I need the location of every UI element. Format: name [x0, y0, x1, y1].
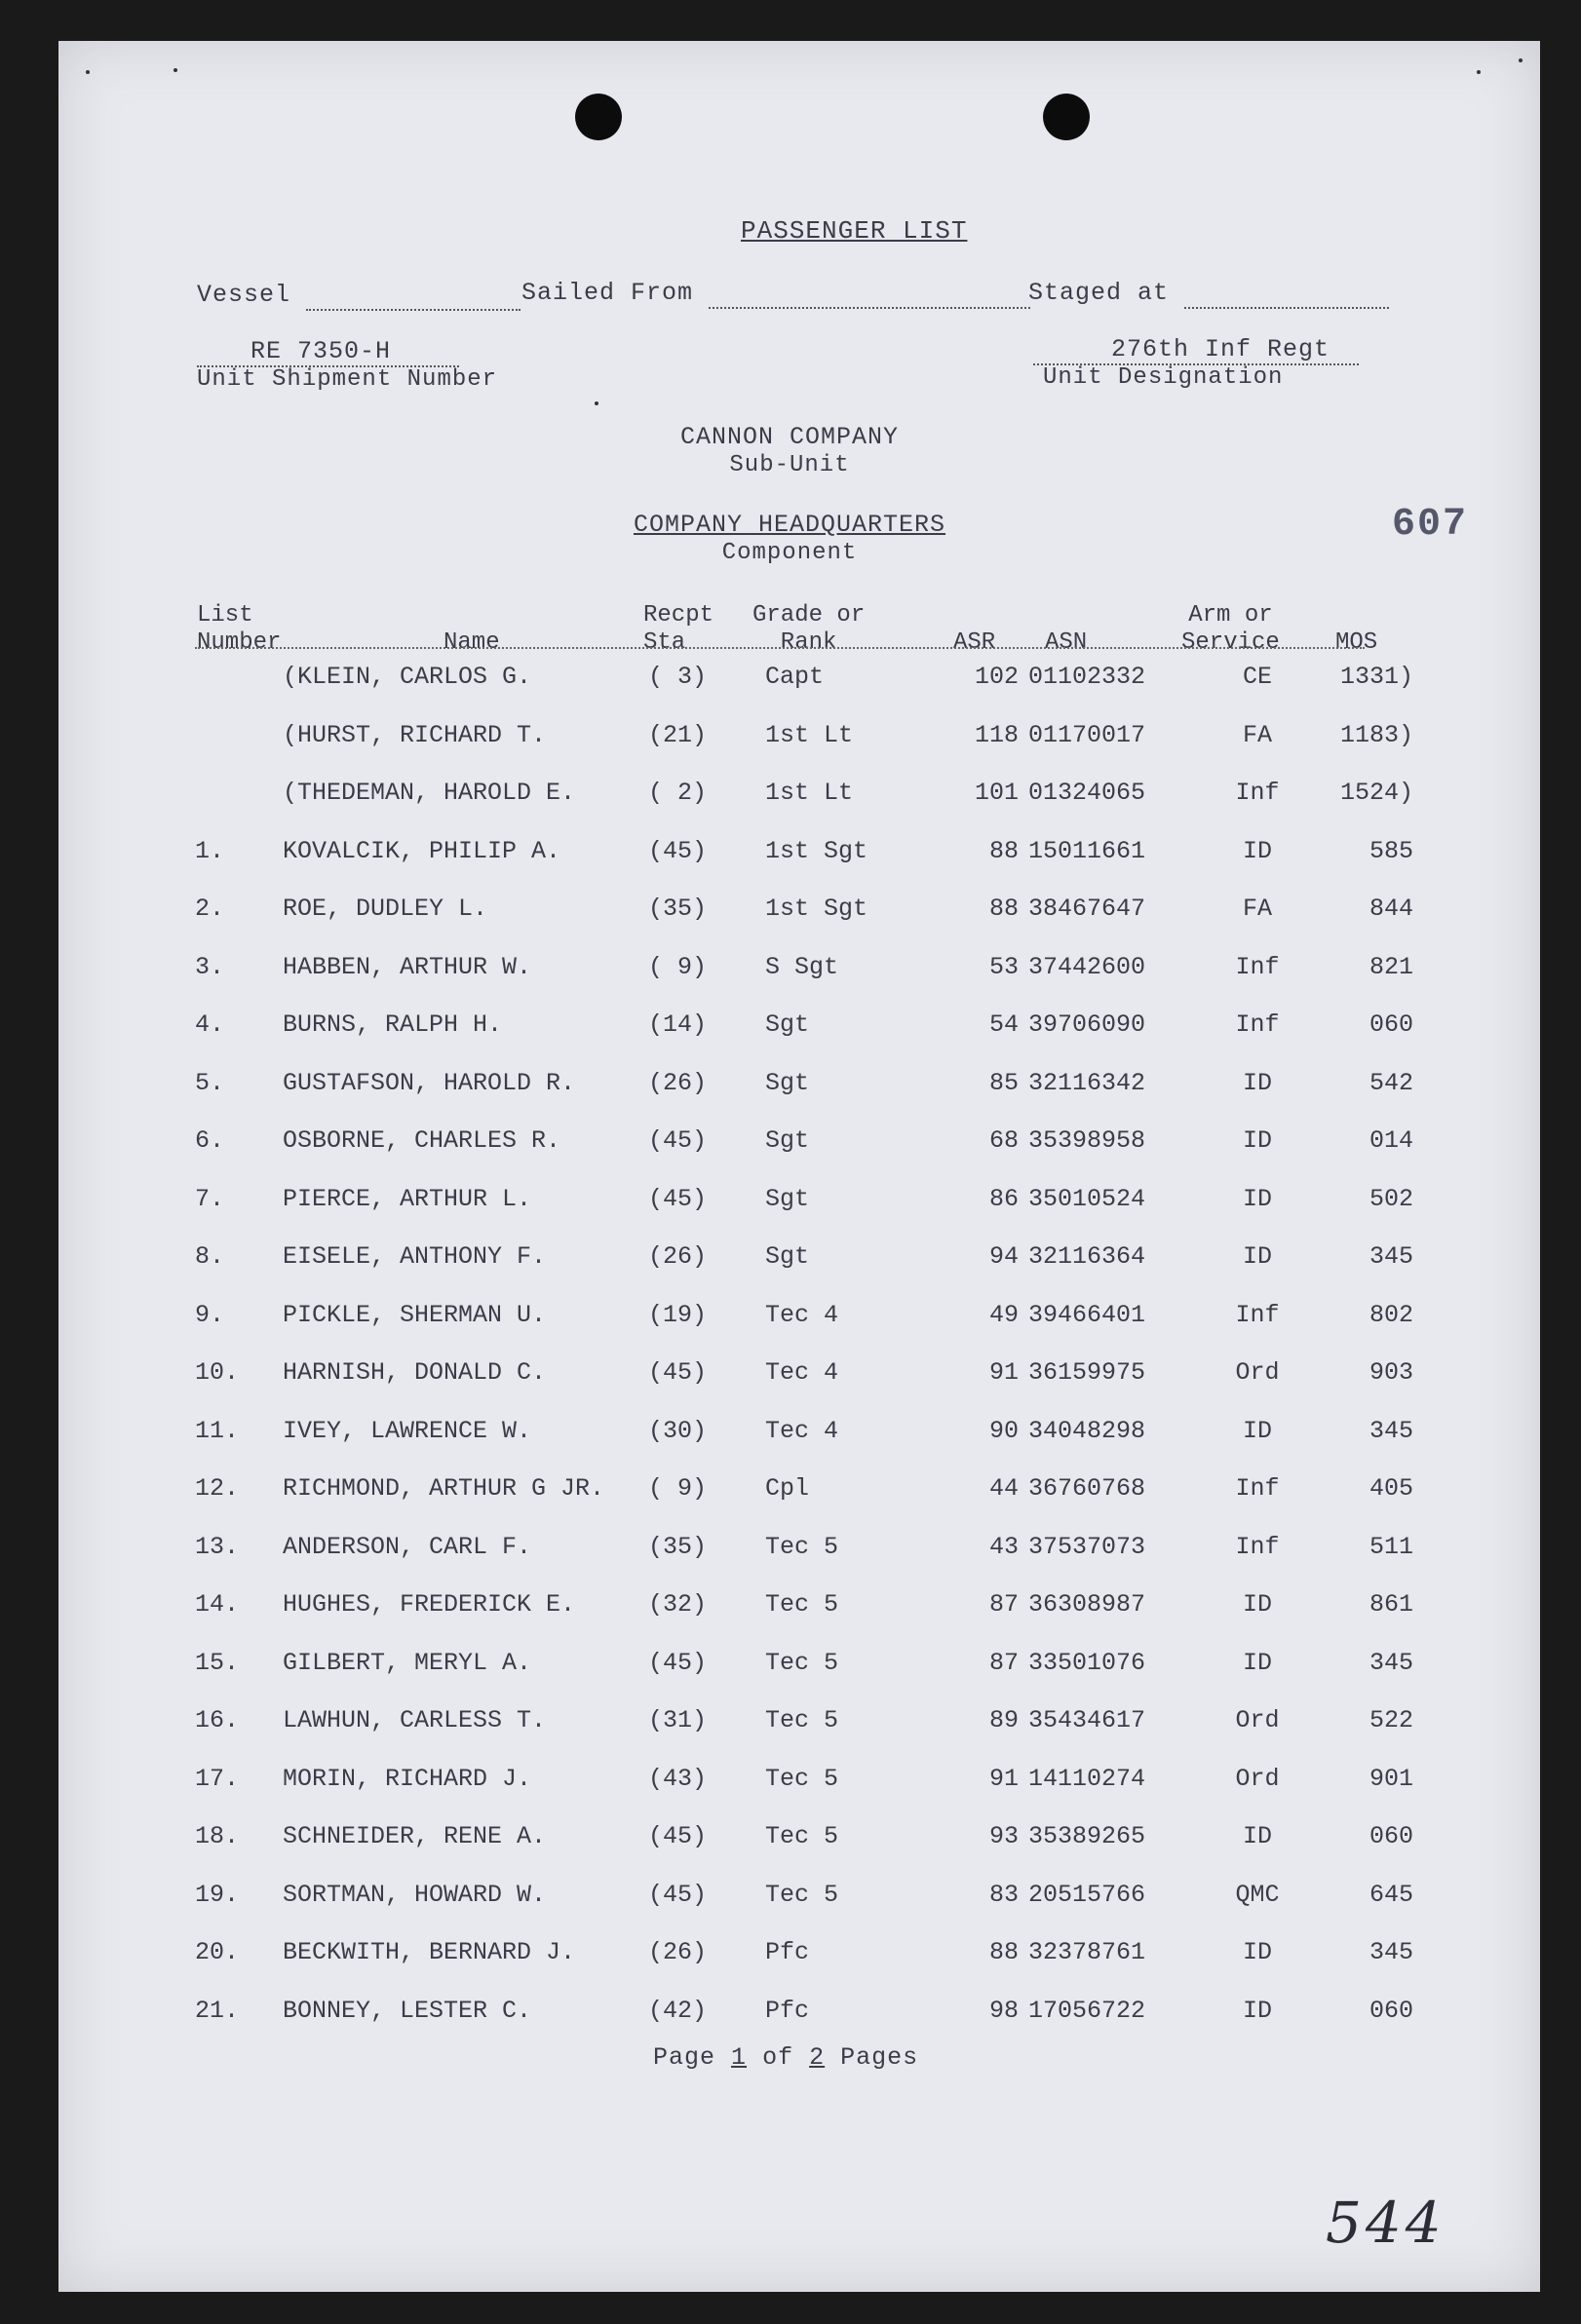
table-row	[58, 1126, 1540, 1165]
row-mos: 060	[1369, 1996, 1413, 2025]
table-row	[58, 1242, 1540, 1281]
row-asn: 33501076	[1028, 1648, 1146, 1677]
row-name: KOVALCIK, PHILIP A.	[283, 836, 561, 865]
row-name: ROE, DUDLEY L.	[283, 895, 488, 923]
row-number: 11.	[195, 1416, 240, 1445]
row-recpt-sta: (45)	[648, 1880, 708, 1909]
header-leader-line	[195, 647, 1365, 649]
punch-hole-right	[1043, 94, 1090, 140]
row-name: LAWHUN, CARLESS T.	[283, 1706, 547, 1734]
row-asr: 88	[988, 895, 1019, 923]
row-number: 17.	[195, 1764, 240, 1793]
row-asr: 87	[988, 1590, 1019, 1619]
table-row	[58, 1706, 1540, 1745]
col-header-asr: ASR	[953, 629, 996, 656]
row-mos: 345	[1369, 1938, 1413, 1966]
row-number: 3.	[195, 952, 225, 981]
row-name: BECKWITH, BERNARD J.	[283, 1938, 576, 1966]
col-header-mos: MOS	[1335, 629, 1378, 656]
row-asn: 01102332	[1028, 663, 1146, 691]
row-grade: Tec 4	[765, 1358, 839, 1387]
row-asr: 87	[988, 1648, 1019, 1677]
row-recpt-sta: (30)	[648, 1416, 708, 1445]
table-row	[58, 1765, 1540, 1804]
row-asn: 35389265	[1028, 1822, 1146, 1850]
row-recpt-sta: (26)	[648, 1938, 708, 1966]
row-asr: 86	[988, 1184, 1019, 1213]
row-asr: 89	[988, 1706, 1019, 1734]
row-mos: 060	[1369, 1822, 1413, 1850]
row-mos: 844	[1369, 895, 1413, 923]
row-number: 10.	[195, 1358, 240, 1387]
row-number: 19.	[195, 1880, 240, 1909]
row-name: HARNISH, DONALD C.	[283, 1358, 547, 1387]
row-recpt-sta: (45)	[648, 1648, 708, 1677]
col-header-name: Name	[443, 629, 500, 656]
table-row	[58, 663, 1540, 702]
row-asn: 39466401	[1028, 1300, 1146, 1329]
row-asr: 91	[988, 1764, 1019, 1793]
row-asr: 44	[988, 1474, 1019, 1503]
row-asn: 35398958	[1028, 1126, 1146, 1155]
component-label: Component	[721, 540, 858, 566]
row-asr: 101	[974, 779, 1019, 807]
row-arm: ID	[1242, 836, 1272, 865]
row-arm: ID	[1242, 1068, 1272, 1097]
row-asn: 14110274	[1028, 1764, 1146, 1793]
row-name: PIERCE, ARTHUR L.	[283, 1184, 532, 1213]
row-asr: 43	[988, 1532, 1019, 1561]
row-number: 5.	[195, 1068, 225, 1097]
row-number: 18.	[195, 1822, 240, 1850]
row-grade: Tec 4	[765, 1416, 839, 1445]
row-asr: 91	[988, 1358, 1019, 1387]
sailed-from-label: Sailed From	[521, 279, 1030, 309]
row-asn: 37537073	[1028, 1532, 1146, 1561]
row-mos: 511	[1369, 1532, 1413, 1561]
row-number: 21.	[195, 1996, 240, 2025]
row-name: RICHMOND, ARTHUR G JR.	[283, 1474, 605, 1503]
row-mos: 405	[1369, 1474, 1413, 1503]
row-number: 13.	[195, 1532, 240, 1561]
row-name: SCHNEIDER, RENE A.	[283, 1822, 547, 1850]
row-asn: 17056722	[1028, 1996, 1146, 2025]
unit-designation-value: 276th Inf Regt	[1033, 335, 1359, 365]
row-mos: 821	[1369, 952, 1413, 981]
row-name: (KLEIN, CARLOS G.	[283, 663, 532, 691]
row-recpt-sta: (31)	[648, 1706, 708, 1734]
row-number: 9.	[195, 1300, 225, 1329]
row-mos: 585	[1369, 836, 1413, 865]
row-arm: QMC	[1235, 1880, 1280, 1909]
row-mos: 1183)	[1339, 720, 1413, 749]
row-grade: Sgt	[765, 1184, 810, 1213]
row-asn: 34048298	[1028, 1416, 1146, 1445]
component-value: COMPANY HEADQUARTERS	[633, 511, 946, 539]
speck	[174, 68, 177, 72]
row-arm: Inf	[1235, 1300, 1280, 1329]
row-name: EISELE, ANTHONY F.	[283, 1242, 547, 1271]
table-row	[58, 779, 1540, 818]
row-grade: Tec 5	[765, 1764, 839, 1793]
row-recpt-sta: (45)	[648, 1822, 708, 1850]
unit-shipment-number-value: RE 7350-H	[197, 337, 459, 367]
row-name: BURNS, RALPH H.	[283, 1010, 503, 1039]
row-name: ANDERSON, CARL F.	[283, 1532, 532, 1561]
row-recpt-sta: (45)	[648, 1358, 708, 1387]
row-mos: 060	[1369, 1010, 1413, 1039]
row-grade: 1st Sgt	[765, 836, 868, 865]
stamp-number: 607	[1392, 503, 1469, 547]
row-arm: Ord	[1235, 1358, 1280, 1387]
row-asn: 32116342	[1028, 1068, 1146, 1097]
row-mos: 645	[1369, 1880, 1413, 1909]
vessel-field	[306, 281, 521, 311]
row-name: GILBERT, MERYL A.	[283, 1648, 532, 1677]
row-asn: 36308987	[1028, 1590, 1146, 1619]
row-arm: ID	[1242, 1822, 1272, 1850]
row-grade: Pfc	[765, 1938, 810, 1966]
row-asr: 90	[988, 1416, 1019, 1445]
unit-designation-label: Unit Designation	[1043, 364, 1284, 391]
row-grade: 1st Sgt	[765, 895, 868, 923]
row-grade: Cpl	[765, 1474, 810, 1503]
row-recpt-sta: (32)	[648, 1590, 708, 1619]
col-header-list-number: List Number	[197, 602, 282, 656]
col-header-recpt-sta: Recpt Sta	[643, 602, 714, 656]
row-arm: Ord	[1235, 1764, 1280, 1793]
row-arm: ID	[1242, 1590, 1272, 1619]
row-asr: 54	[988, 1010, 1019, 1039]
row-asn: 39706090	[1028, 1010, 1146, 1039]
row-mos: 861	[1369, 1590, 1413, 1619]
row-arm: FA	[1242, 895, 1272, 923]
table-row	[58, 953, 1540, 992]
row-number: 12.	[195, 1474, 240, 1503]
row-number: 15.	[195, 1648, 240, 1677]
table-row	[58, 721, 1540, 760]
row-mos: 502	[1369, 1184, 1413, 1213]
row-asr: 85	[988, 1068, 1019, 1097]
row-arm: ID	[1242, 1938, 1272, 1966]
row-asn: 37442600	[1028, 952, 1146, 981]
table-row	[58, 1010, 1540, 1049]
row-arm: ID	[1242, 1416, 1272, 1445]
row-arm: ID	[1242, 1126, 1272, 1155]
row-name: OSBORNE, CHARLES R.	[283, 1126, 561, 1155]
vessel-label: Vessel	[197, 281, 521, 311]
row-grade: Tec 5	[765, 1648, 839, 1677]
row-number: 16.	[195, 1706, 240, 1734]
sub-unit-value: CANNON COMPANY	[679, 423, 900, 451]
row-name: (HURST, RICHARD T.	[283, 720, 547, 749]
row-arm: FA	[1242, 720, 1272, 749]
row-arm: Inf	[1235, 1010, 1280, 1039]
row-arm: ID	[1242, 1996, 1272, 2025]
col-header-grade: Grade or Rank	[752, 602, 866, 656]
row-mos: 901	[1369, 1764, 1413, 1793]
row-name: SORTMAN, HOWARD W.	[283, 1880, 547, 1909]
row-recpt-sta: (26)	[648, 1068, 708, 1097]
sailed-from-field	[709, 279, 1030, 309]
row-grade: Sgt	[765, 1010, 810, 1039]
row-asn: 15011661	[1028, 836, 1146, 865]
row-asr: 98	[988, 1996, 1019, 2025]
row-recpt-sta: ( 3)	[648, 663, 708, 691]
row-recpt-sta: (19)	[648, 1300, 708, 1329]
row-number: 1.	[195, 836, 225, 865]
row-asr: 94	[988, 1242, 1019, 1271]
row-recpt-sta: (35)	[648, 895, 708, 923]
row-asr: 83	[988, 1880, 1019, 1909]
table-row	[58, 1069, 1540, 1108]
row-mos: 542	[1369, 1068, 1413, 1097]
row-asr: 93	[988, 1822, 1019, 1850]
table-row	[58, 1474, 1540, 1513]
row-grade: Capt	[765, 663, 825, 691]
row-asn: 32378761	[1028, 1938, 1146, 1966]
document-sheet	[58, 41, 1540, 2292]
row-arm: Inf	[1235, 1532, 1280, 1561]
row-recpt-sta: (26)	[648, 1242, 708, 1271]
page-title: PASSENGER LIST	[741, 216, 968, 246]
table-row	[58, 1997, 1540, 2036]
row-arm: ID	[1242, 1184, 1272, 1213]
row-recpt-sta: (42)	[648, 1996, 708, 2025]
table-row	[58, 1358, 1540, 1397]
row-asn: 36760768	[1028, 1474, 1146, 1503]
table-row	[58, 1822, 1540, 1861]
row-recpt-sta: ( 2)	[648, 779, 708, 807]
speck	[1477, 70, 1481, 74]
row-number: 2.	[195, 895, 225, 923]
table-row	[58, 1185, 1540, 1224]
table-row	[58, 1938, 1540, 1977]
row-asn: 01170017	[1028, 720, 1146, 749]
row-name: HUGHES, FREDERICK E.	[283, 1590, 576, 1619]
row-name: HABBEN, ARTHUR W.	[283, 952, 532, 981]
unit-designation	[1033, 335, 1359, 365]
row-number: 4.	[195, 1010, 225, 1039]
row-asr: 118	[974, 720, 1019, 749]
row-mos: 522	[1369, 1706, 1413, 1734]
row-recpt-sta: (14)	[648, 1010, 708, 1039]
row-mos: 345	[1369, 1648, 1413, 1677]
row-grade: Tec 4	[765, 1300, 839, 1329]
page-footer: Page 1 of 2 Pages	[653, 2043, 919, 2072]
row-grade: 1st Lt	[765, 720, 854, 749]
row-name: BONNEY, LESTER C.	[283, 1996, 532, 2025]
row-name: MORIN, RICHARD J.	[283, 1764, 532, 1793]
row-mos: 345	[1369, 1242, 1413, 1271]
col-header-arm: Arm or Service	[1181, 602, 1280, 656]
row-grade: Sgt	[765, 1126, 810, 1155]
row-grade: 1st Lt	[765, 779, 854, 807]
row-asn: 35434617	[1028, 1706, 1146, 1734]
row-name: PICKLE, SHERMAN U.	[283, 1300, 547, 1329]
row-mos: 345	[1369, 1416, 1413, 1445]
punch-hole-left	[575, 94, 622, 140]
row-mos: 903	[1369, 1358, 1413, 1387]
row-grade: Sgt	[765, 1068, 810, 1097]
sub-unit-label: Sub-Unit	[729, 452, 850, 478]
row-name: GUSTAFSON, HAROLD R.	[283, 1068, 576, 1097]
table-row	[58, 1649, 1540, 1688]
row-asn: 36159975	[1028, 1358, 1146, 1387]
row-asr: 49	[988, 1300, 1019, 1329]
row-grade: Tec 5	[765, 1880, 839, 1909]
row-recpt-sta: (21)	[648, 720, 708, 749]
speck	[1519, 58, 1523, 62]
row-number: 20.	[195, 1938, 240, 1966]
row-number: 7.	[195, 1184, 225, 1213]
row-recpt-sta: ( 9)	[648, 952, 708, 981]
row-arm: CE	[1242, 663, 1272, 691]
row-asn: 32116364	[1028, 1242, 1146, 1271]
row-mos: 014	[1369, 1126, 1413, 1155]
row-arm: ID	[1242, 1242, 1272, 1271]
table-row	[58, 1533, 1540, 1572]
row-name: IVEY, LAWRENCE W.	[283, 1416, 532, 1445]
row-recpt-sta: (45)	[648, 1184, 708, 1213]
col-header-asn: ASN	[1045, 629, 1088, 656]
unit-shipment-number-label: Unit Shipment Number	[197, 366, 498, 393]
row-number: 14.	[195, 1590, 240, 1619]
row-asr: 88	[988, 836, 1019, 865]
row-number: 6.	[195, 1126, 225, 1155]
table-row	[58, 837, 1540, 876]
row-grade: Tec 5	[765, 1706, 839, 1734]
staged-at-label: Staged at	[1028, 279, 1389, 309]
row-grade: Sgt	[765, 1242, 810, 1271]
row-grade: Tec 5	[765, 1590, 839, 1619]
table-row	[58, 1301, 1540, 1340]
row-mos: 1331)	[1339, 663, 1413, 691]
row-arm: ID	[1242, 1648, 1272, 1677]
row-grade: Tec 5	[765, 1532, 839, 1561]
row-arm: Ord	[1235, 1706, 1280, 1734]
row-asr: 68	[988, 1126, 1019, 1155]
row-asr: 53	[988, 952, 1019, 981]
table-row	[58, 1590, 1540, 1629]
row-arm: Inf	[1235, 1474, 1280, 1503]
row-mos: 802	[1369, 1300, 1413, 1329]
row-grade: Tec 5	[765, 1822, 839, 1850]
handwritten-number: 544	[1326, 2190, 1446, 2256]
table-row	[58, 1881, 1540, 1920]
row-arm: Inf	[1235, 779, 1280, 807]
unit-shipment-number	[197, 337, 459, 367]
row-recpt-sta: (45)	[648, 1126, 708, 1155]
speck	[595, 401, 598, 405]
table-row	[58, 895, 1540, 933]
row-recpt-sta: ( 9)	[648, 1474, 708, 1503]
row-recpt-sta: (43)	[648, 1764, 708, 1793]
row-asr: 102	[974, 663, 1019, 691]
row-name: (THEDEMAN, HAROLD E.	[283, 779, 576, 807]
row-mos: 1524)	[1339, 779, 1413, 807]
row-recpt-sta: (35)	[648, 1532, 708, 1561]
row-asn: 20515766	[1028, 1880, 1146, 1909]
row-asr: 88	[988, 1938, 1019, 1966]
row-number: 8.	[195, 1242, 225, 1271]
staged-at-field	[1184, 279, 1389, 309]
row-recpt-sta: (45)	[648, 836, 708, 865]
table-row	[58, 1417, 1540, 1456]
speck	[86, 70, 90, 74]
row-grade: Pfc	[765, 1996, 810, 2025]
row-asn: 38467647	[1028, 895, 1146, 923]
row-arm: Inf	[1235, 952, 1280, 981]
row-asn: 01324065	[1028, 779, 1146, 807]
row-asn: 35010524	[1028, 1184, 1146, 1213]
row-grade: S Sgt	[765, 952, 839, 981]
